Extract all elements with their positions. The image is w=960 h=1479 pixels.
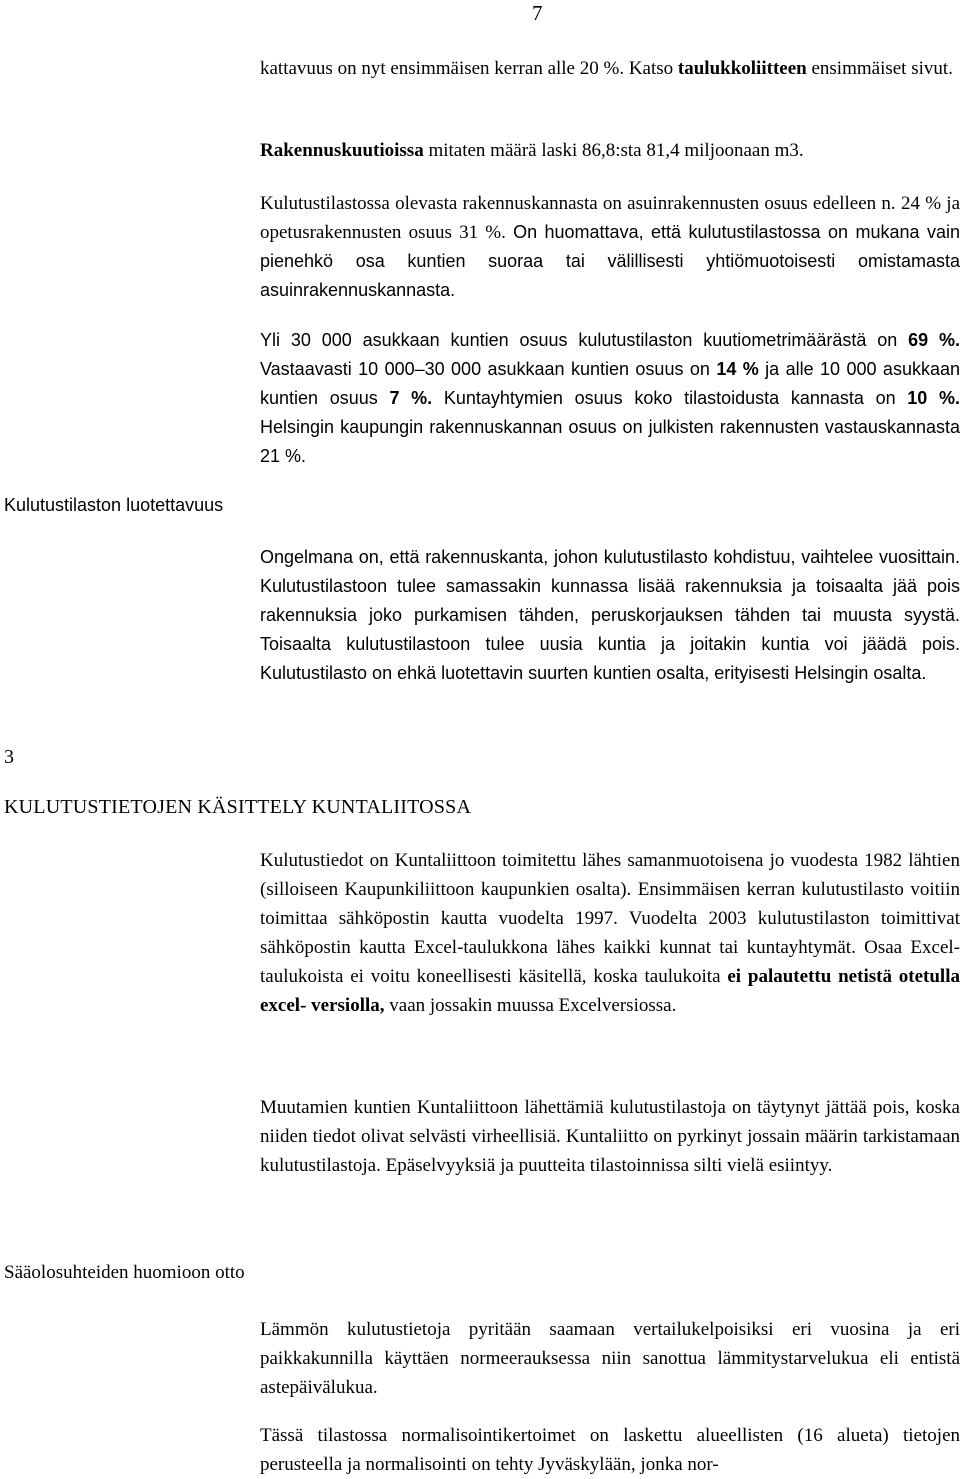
paragraph-text: mitaten määrä laski 86,8:sta 81,4 miljoonaan m3.: [423, 140, 804, 161]
paragraph-text: ja alle 10 000 asukkaan kuntien osuus: [260, 359, 960, 408]
paragraph-building-shares: [260, 189, 960, 305]
margin-note-reliability: Kulutustilaston luotettavuus: [4, 495, 224, 515]
paragraph-text: vaan jossakin muussa Excelversiossa.: [384, 995, 677, 1016]
paragraph-excluded-data: Muutamien kuntien Kuntaliittoon lähettämiä kulutustilastoja on täytynyt jättää pois, koska niiden tiedot olivat selvästi virheellisiä. Kuntaliitto on pyrkinyt jossain määrin tarkistamaan kulutustilastoja. Epäselvyyksiä ja puutteita tilastoinnissa silti vielä esiintyy.: [260, 1097, 960, 1176]
emphasis-text: 69 %.: [908, 330, 960, 350]
paragraph-text: Helsingin kaupungin rakennuskannan osuus on julkisten rakennusten vastauskannasta 21 %.: [260, 417, 960, 466]
emphasis-text: Rakennuskuutioissa: [260, 140, 424, 161]
paragraph-normalization-factors: Tässä tilastossa normalisointikertoimet on laskettu alueellisten (16 alueta) tietojen perusteella ja normalisointi on tehty Jyväskylään, jonka nor-: [260, 1425, 960, 1475]
paragraph-text: kattavuus on nyt ensimmäisen kerran alle 20 %. Katso: [260, 58, 678, 79]
paragraph-normalization: Lämmön kulutustietoja pyritään saamaan vertailukelpoisiksi eri vuosina ja eri paikkakunnilla käyttäen normeerauksessa niin sanottua lämmitystarvelukua eli entistä astepäivälukua.: [260, 1319, 960, 1398]
paragraph-text: Kulutustiedot on Kuntaliittoon toimitettu lähes samanmuotoisena jo vuodesta 1982 lähtien (silloiseen Kaupunkiliittoon kaupunkien osalta). Ensimmäisen kerran kulutustilasto voitiin toimittaa sähköpostin kautta vuodelta 1997. Vuodelta 2003 kulutustilaston toimittivat sähköpostin kautta Excel-taulukkona lähes kaikki kunnat tai kuntayhtymät. Osaa Excel-taulukoista ei voitu koneellisesti käsitellä, koska taulukoita: [260, 850, 960, 987]
paragraph-cubic-meters: [260, 136, 960, 165]
emphasis-text: taulukkoliitteen: [677, 58, 807, 79]
paragraph-text: Kulutustilastossa olevasta rakennuskannasta on asuinrakennusten osuus edelleen n. 24 % ja opetusrakennusten osuus 31 %.: [260, 193, 960, 243]
paragraph-text: Kuntayhtymien osuus koko tilastoidusta kannasta on: [432, 388, 908, 408]
paragraph-data-delivery: [260, 846, 960, 1020]
paragraph-text: ensimmäiset sivut.: [806, 58, 953, 79]
emphasis-text: ei palautettu netistä otetulla excel- versiolla,: [260, 966, 960, 1016]
margin-note-weather: Sääolosuhteiden huomioon otto: [4, 1262, 245, 1283]
section-title: KULUTUSTIETOJEN KÄSITTELY KUNTALIITOSSA: [4, 796, 472, 818]
paragraph-coverage: [260, 54, 960, 83]
emphasis-text: 7 %.: [389, 388, 433, 408]
section-number: 3: [4, 746, 14, 768]
emphasis-text: 14 %: [716, 359, 759, 379]
paragraph-reliability: Ongelmana on, että rakennuskanta, johon kulutustilasto kohdistuu, vaihtelee vuosittain. Kulutustilastoon tulee samassakin kunnassa lisää rakennuksia ja toisaalta jää pois rakennuksia joko purkamisen tähden, peruskorjauksen tähden tai muusta syystä. Toisaalta kulutustilastoon tulee uusia kuntia ja joitakin kuntia voi jäädä pois. Kulutustilasto on ehkä luotettavin suurten kuntien osalta, erityisesti Helsingin osalta.: [260, 547, 960, 683]
paragraph-text: On huomattava, että kulutustilastossa on mukana vain pienehkö osa kuntien suoraa tai välillisesti yhtiömuotoisesti omistamasta asuinrakennuskannasta.: [260, 222, 960, 300]
emphasis-text: 10 %.: [907, 388, 960, 408]
paragraph-municipality-shares: [260, 326, 960, 471]
paragraph-text: Yli 30 000 asukkaan kuntien osuus kulutustilaston kuutiometrimäärästä on: [260, 330, 909, 350]
paragraph-text: Vastaavasti 10 000–30 000 asukkaan kuntien osuus on: [260, 359, 717, 379]
page-number: 7: [532, 1, 543, 25]
